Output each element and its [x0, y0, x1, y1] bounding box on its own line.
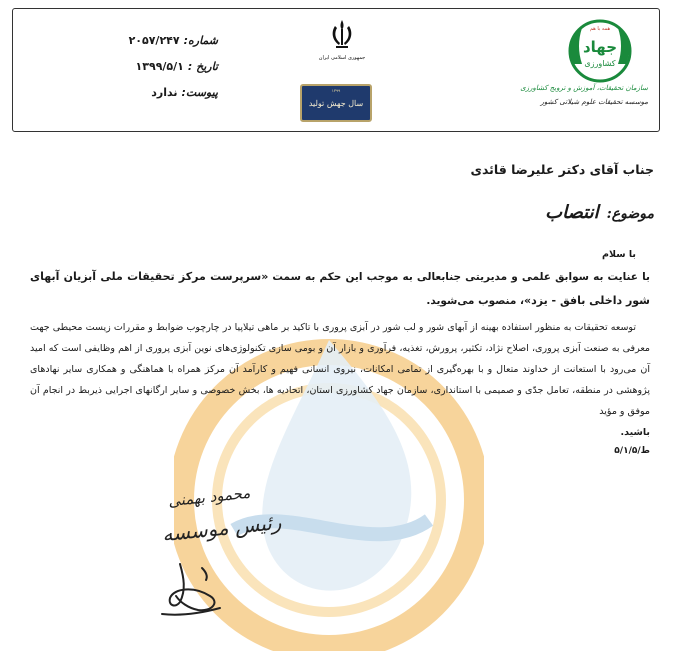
year-slogan-badge	[300, 84, 372, 122]
organization-names	[508, 84, 648, 106]
letter-attachment-row	[58, 86, 218, 112]
letter-number-row	[58, 34, 218, 60]
jahad-keshavarzi-logo	[560, 16, 640, 86]
letter-date-value: ۱۳۹۹/۵/۱	[135, 60, 184, 73]
letter-body	[30, 244, 650, 462]
handwritten-signature	[150, 556, 240, 626]
appointment-paragraph	[30, 265, 650, 313]
logo-top-text: همه با هم	[589, 26, 611, 32]
letter-date-row	[58, 60, 218, 86]
national-emblem	[312, 18, 372, 61]
signer-title: رئیس موسسه	[161, 509, 283, 547]
letter-meta	[58, 34, 218, 112]
org-name-secondary: موسسه تحقیقات علوم شیلاتی کشور	[540, 98, 648, 106]
logo-main-text: جهاد	[582, 38, 618, 56]
recipient-line: جناب آقای دکتر علیرضا قائدی	[470, 162, 654, 177]
subject-label: موضوع:	[606, 206, 654, 222]
letter-number-label: شماره:	[183, 34, 218, 47]
emblem-caption: جمهوری اسلامی ایران	[318, 55, 366, 61]
letter-number-value: ۲۰۵۷/۲۴۷	[128, 34, 180, 47]
reference-code: ط/۵/۱/۵	[614, 446, 650, 456]
subject-value: انتصاب	[545, 202, 599, 223]
logo-sub-text: کشاورزی	[584, 59, 616, 68]
slogan-year: ۱۳۹۹	[331, 88, 341, 93]
org-name-primary: سازمان تحقیقات، آموزش و ترویج کشاورزی	[520, 84, 648, 92]
closing-line: باشید.	[620, 427, 650, 438]
signer-name: محمود بهمنی	[167, 483, 252, 511]
greeting: با سلام	[602, 249, 636, 260]
letter-attachment-label: پیوست:	[181, 86, 218, 99]
letter-attachment-value: ندارد	[151, 86, 178, 99]
appointment-end: ، منصوب می‌شوید.	[426, 295, 524, 307]
subject-line	[545, 202, 654, 223]
slogan-text: سال جهش تولید	[308, 98, 364, 108]
appointment-intro: با عنایت به سوابق علمی و مدیریتی جنابعالی به موجب این حکم به سمت	[268, 271, 650, 283]
duties-paragraph: توسعه تحقیقات به منظور استفاده بهینه از آبهای شور و لب شور در آبزی پروری با تاکید بر ماهی تیلاپیا در چارچوب ضوابط و مقررات زیست محیطی جهت معرفی به صنعت آبزی پروری، اصلاح نژاد، تکثیر، پرورش، تغذیه، فرآوری و بازار آن و بومی سازی تکنولوژی‌های نوین آبزی پروری از اهم وظایفی است که امید آن می‌رود با استعانت از خداوند متعال و با بهره‌گیری از تمامی امکانات، نیروی انسانی فهیم و کارآمد آن مرکز همراه با هماهنگی و همکاری سایر نهادهای پژوهشی در منطقه، تعامل جدّی و صمیمی با استانداری، سازمان جهاد کشاورزی استان، اتحادیه ها، بخش خصوصی و سایر ارگانهای اجرایی ذیربط در انجام آن موفق و مؤید	[30, 322, 650, 417]
iran-emblem-icon	[327, 18, 357, 50]
letter-date-label: تاریخ :	[187, 60, 218, 73]
appointment-title: «سرپرست مرکز تحقیقات ملی آبزیان آبهای شور داخلی بافق - یزد»	[30, 270, 650, 307]
